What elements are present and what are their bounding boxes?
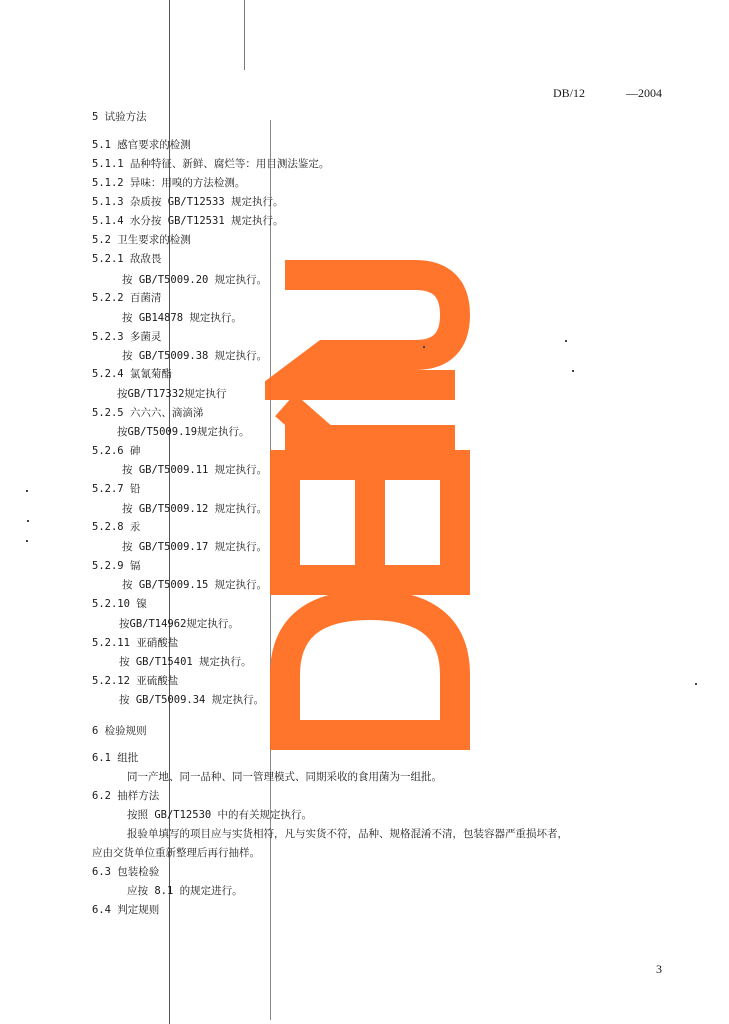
clause-5-2-2-method: 按 GB14878 规定执行。 xyxy=(122,312,242,324)
page-number: 3 xyxy=(656,962,662,976)
clause-5-2-9: 5.2.9 镉 xyxy=(92,560,141,572)
clause-5-2-3: 5.2.3 多菌灵 xyxy=(92,331,162,343)
scan-speck xyxy=(27,520,29,522)
clause-5-2-8-method: 按 GB/T5009.17 规定执行。 xyxy=(122,541,268,553)
clause-6-3: 6.3 包装检验 xyxy=(92,866,160,878)
clause-6-2: 6.2 抽样方法 xyxy=(92,790,160,802)
watermark-logo xyxy=(265,255,475,755)
clause-5-2-11: 5.2.11 亚硝酸盐 xyxy=(92,637,179,649)
clause-5-1-1: 5.1.1 品种特征、新鲜、腐烂等：用目测法鉴定。 xyxy=(92,158,330,170)
clause-5-2-6-method: 按 GB/T5009.11 规定执行。 xyxy=(122,464,268,476)
clause-5-2-7: 5.2.7 铅 xyxy=(92,483,141,495)
clause-6-1-text: 同一产地、同一品种、同一管理模式、同期采收的食用菌为一组批。 xyxy=(127,771,442,783)
clause-6-2-text-2: 报验单填写的项目应与实货相符，凡与实货不符，品种、规格混淆不清，包装容器严重损坏者， xyxy=(127,828,568,840)
clause-5-2-1: 5.2.1 敌敌畏 xyxy=(92,253,162,265)
header-standard-code: DB/12 xyxy=(553,86,586,100)
clause-5-2-4: 5.2.4 氯氰菊酯 xyxy=(92,368,172,380)
clause-5-2-12: 5.2.12 亚硫酸盐 xyxy=(92,675,179,687)
clause-5-2-4-method: 按GB/T17332规定执行 xyxy=(117,388,227,400)
clause-5-2-2: 5.2.2 百菌清 xyxy=(92,292,162,304)
clause-6-2-text-3: 应由交货单位重新整理后再行抽样。 xyxy=(92,847,260,859)
clause-6-2-text: 按照 GB/T12530 中的有关规定执行。 xyxy=(127,809,313,821)
clause-6-3-text: 应按 8.1 的规定进行。 xyxy=(127,885,243,897)
scan-speck xyxy=(565,340,567,342)
section-5-2-heading: 5.2 卫生要求的检测 xyxy=(92,234,191,246)
clause-5-2-10-method: 按GB/T14962规定执行。 xyxy=(119,618,239,630)
section-6-heading: 6 检验规则 xyxy=(92,725,147,737)
clause-6-4: 6.4 判定规则 xyxy=(92,904,160,916)
scan-speck xyxy=(423,346,425,348)
clause-5-2-8: 5.2.8 汞 xyxy=(92,521,141,533)
scan-speck xyxy=(26,490,28,492)
clause-6-1: 6.1 组批 xyxy=(92,752,139,764)
clause-5-2-1-method: 按 GB/T5009.20 规定执行。 xyxy=(122,274,268,286)
clause-5-2-9-method: 按 GB/T5009.15 规定执行。 xyxy=(122,579,268,591)
header-year: —2004 xyxy=(626,86,662,100)
clause-5-1-2: 5.1.2 异味：用嗅的方法检测。 xyxy=(92,177,246,189)
clause-5-2-7-method: 按 GB/T5009.12 规定执行。 xyxy=(122,503,268,515)
scan-line-fold xyxy=(270,120,271,1020)
clause-5-1-4: 5.1.4 水分按 GB/T12531 规定执行。 xyxy=(92,215,284,227)
clause-5-2-10: 5.2.10 镍 xyxy=(92,598,147,610)
clause-5-2-12-method: 按 GB/T5009.34 规定执行。 xyxy=(119,694,265,706)
clause-5-2-6: 5.2.6 砷 xyxy=(92,445,141,457)
clause-5-2-3-method: 按 GB/T5009.38 规定执行。 xyxy=(122,350,268,362)
section-5-heading: 5 试验方法 xyxy=(92,111,147,123)
clause-5-1-3: 5.1.3 杂质按 GB/T12533 规定执行。 xyxy=(92,196,284,208)
scan-speck xyxy=(695,683,697,685)
clause-5-2-5-method: 按GB/T5009.19规定执行。 xyxy=(117,426,250,438)
scan-line-mid xyxy=(244,0,245,70)
scan-speck xyxy=(572,370,574,372)
clause-5-2-11-method: 按 GB/T15401 规定执行。 xyxy=(119,656,252,668)
section-5-1-heading: 5.1 感官要求的检测 xyxy=(92,139,191,151)
scan-speck xyxy=(26,540,28,542)
clause-5-2-5: 5.2.5 六六六、滴滴涕 xyxy=(92,407,204,419)
